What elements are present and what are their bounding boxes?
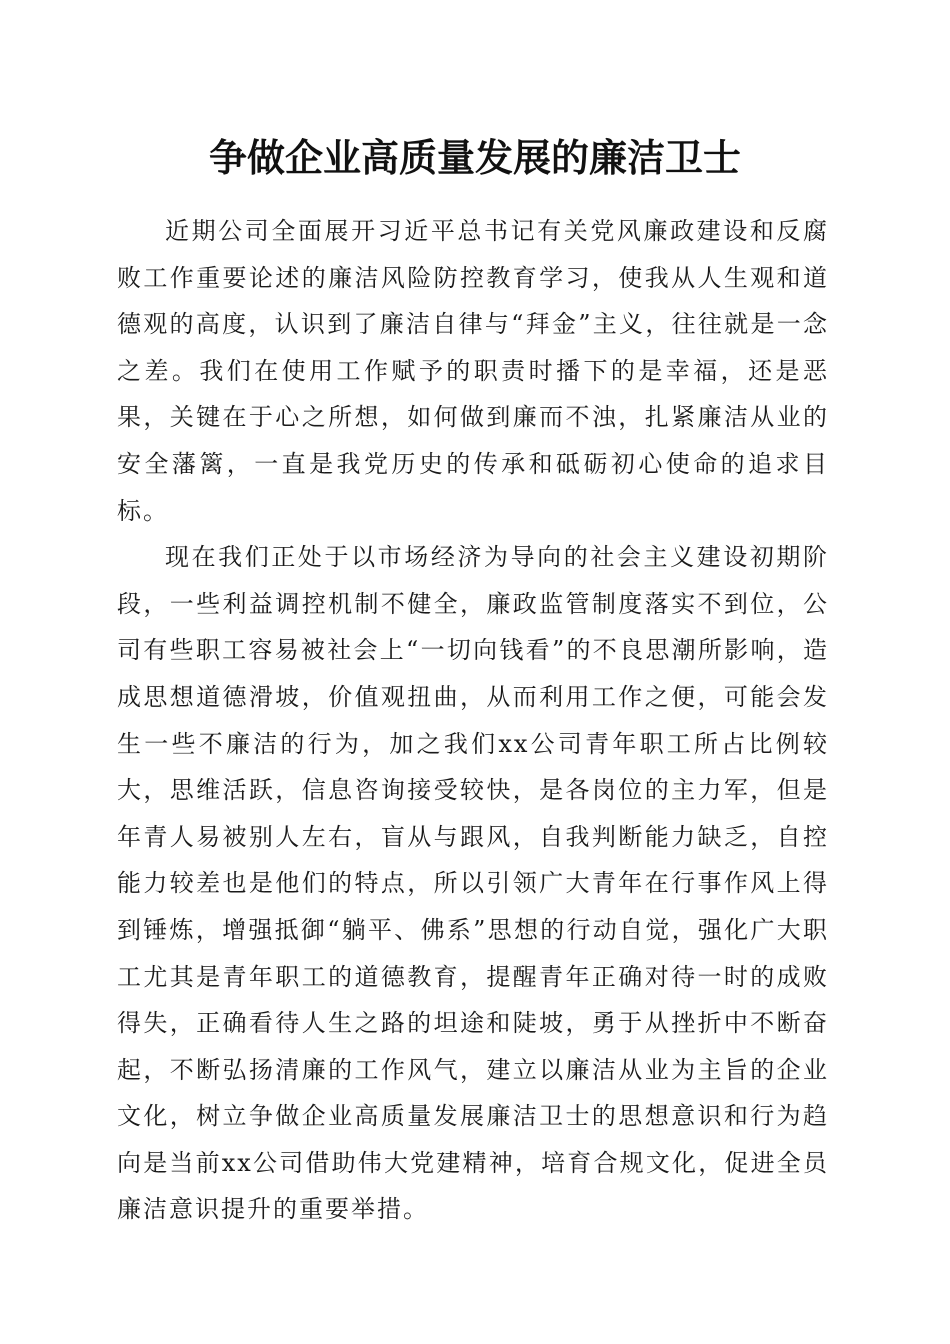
paragraph-1: 近期公司全面展开习近平总书记有关党风廉政建设和反腐败工作重要论述的廉洁风险防控教育学习，使我从人生观和道德观的高度，认识到了廉洁自律与“拜金”主义，往往就是一念之差。我们在使用工作赋予的职责时播下的是幸福，还是恶果，关键在于心之所想，如何做到廉而不浊，扎紧廉洁从业的安全藩篱，一直是我党历史的传承和砥砺初心使命的追求目标。 [117,217,829,525]
document-body [117,208,829,1233]
document-title: 争做企业高质量发展的廉洁卫士 [208,135,741,180]
paragraph-2: 现在我们正处于以市场经济为导向的社会主义建设初期阶段，一些利益调控机制不健全，廉政监管制度落实不到位，公司有些职工容易被社会上“一切向钱看”的不良思潮所影响，造成思想道德滑坡，价值观扭曲，从而利用工作之便，可能会发生一些不廉洁的行为，加之我们xx公司青年职工所占比例较大，思维活跃，信息咨询接受较快，是各岗位的主力军，但是年青人易被别人左右，盲从与跟风，自我判断能力缺乏，自控能力较差也是他们的特点，所以引领广大青年在行事作风上得到锤炼，增强抵御“躺平、佛系”思想的行动自觉，强化广大职工尤其是青年职工的道德教育，提醒青年正确对待一时的成败得失，正确看待人生之路的坦途和陡坡，勇于从挫折中不断奋起，不断弘扬清廉的工作风气，建立以廉洁从业为主旨的企业文化，树立争做企业高质量发展廉洁卫士的思想意识和行为趋向是当前xx公司借助伟大党建精神，培育合规文化，促进全员廉洁意识提升的重要举措。 [117,543,829,1224]
